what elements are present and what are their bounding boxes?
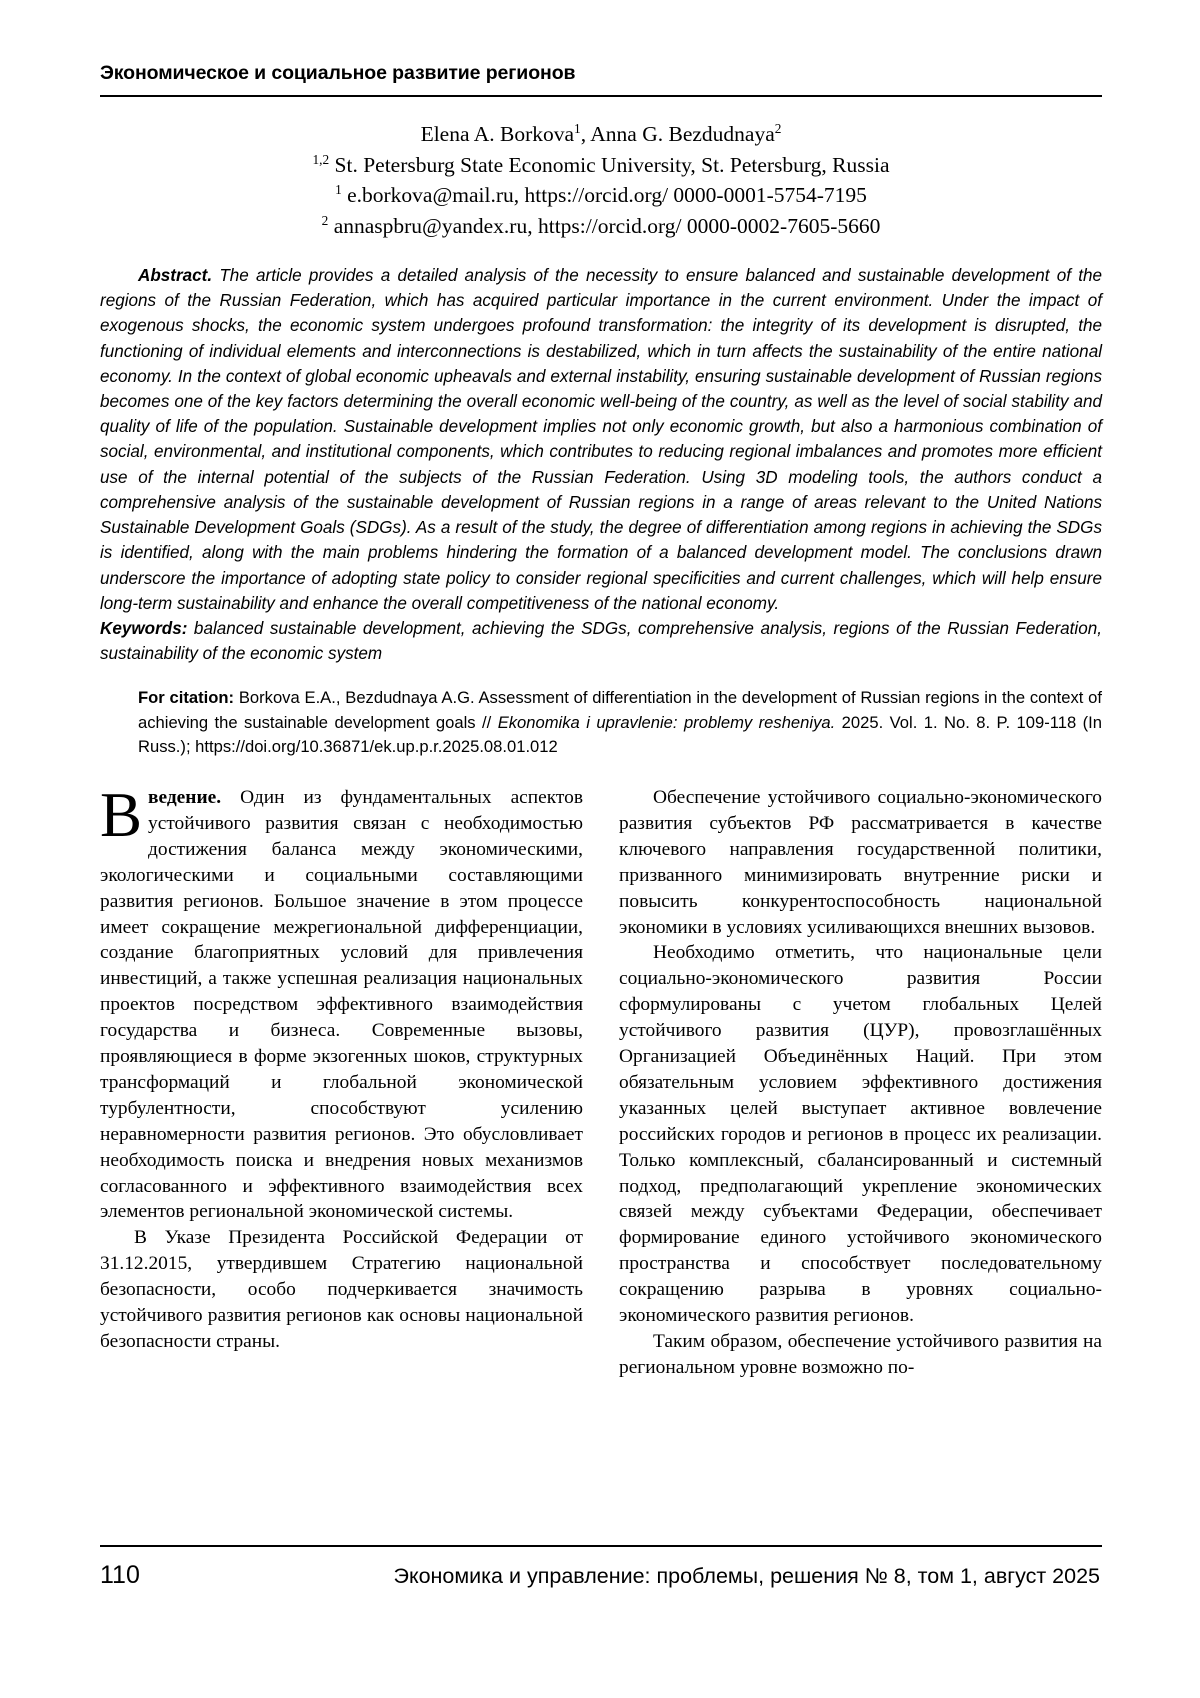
- author-one: Elena A. Borkova: [420, 122, 575, 146]
- author-two-sup: 2: [774, 120, 782, 136]
- keywords-paragraph: [100, 616, 1102, 666]
- right-paragraph-2: Необходимо отметить, что национальные цели социально-экономического развития России сформулированы с учетом глобальных Целей устойчивого развития (ЦУР), провозглашённых Организацией Объединённых Наций. При этом обязательным условием эффективного достижения указанных целей выступает активное вовлечение российских городов и регионов в процесс их реализации. Только комплексный, сбалансированный и системный подход, предполагающий укрепление экономических связей между субъектами Федерации, обеспечивает формирование единого устойчивого экономического пространства и способствует последовательному сокращению разрыва в уровнях социально-экономического развития регионов.: [619, 942, 1102, 1327]
- abstract-section: [100, 263, 1102, 666]
- abstract-paragraph: [100, 263, 1102, 616]
- author-two: , Anna G. Bezdudnaya: [580, 122, 775, 146]
- page-footer: [100, 1545, 1102, 1590]
- column-right: [619, 785, 1102, 1381]
- affiliation-sup: 1,2: [312, 151, 330, 167]
- email-two-text: annaspbru@yandex.ru, https://orcid.org/ 0000-0002-7605-5660: [328, 213, 881, 238]
- abstract-text: The article provides a detailed analysis of the necessity to ensure balanced and sustainable development of the regions of the Russian Federation, which has acquired particular importance in the current environment. Under the impact of exogenous shocks, the economic system undergoes profound transformation: the integrity of its development is disrupted, the functioning of individual elements and interconnections is destabilized, which in turn affects the sustainability of the entire national economy. In the context of global economic upheavals and external instability, ensuring sustainable development of Russian regions becomes one of the key factors determining the overall economic well-being of the country, as well as the level of social stability and quality of life of the population. Sustainable development implies not only economic growth, but also a harmonious combination of social, environmental, and institutional components, which contributes to reducing regional imbalances and promotes more efficient use of the internal potential of the subjects of the Russian Federation. Using 3D modeling tools, the authors conduct a comprehensive analysis of the sustainable development of Russian regions in a range of areas relevant to the United Nations Sustainable Development Goals (SDGs). As a result of the study, the degree of differentiation among regions in achieving the SDGs is identified, along with the main problems hindering the formation of a balanced development model. The conclusions drawn underscore the importance of adopting state policy to consider regional specificities and current challenges, which will help ensure long-term sustainability and enhance the overall competitiveness of the national economy.: [100, 266, 1102, 613]
- intro-paragraph: [100, 779, 583, 1225]
- footer-row: [100, 1547, 1102, 1590]
- drop-cap: В: [100, 779, 143, 850]
- email-one-text: e.borkova@mail.ru, https://orcid.org/ 0000-0001-5754-7195: [341, 183, 867, 208]
- email-one-sup: 1: [335, 181, 342, 197]
- email-line-1: [100, 180, 1102, 211]
- page-content: [100, 62, 1102, 1381]
- body-columns: [100, 779, 1102, 1381]
- affiliation-text: St. Petersburg State Economic University, St. Petersburg, Russia: [329, 152, 890, 177]
- email-line-2: [100, 211, 1102, 242]
- citation-part-two: 2025. Vol. 1. No. 8. P. 109-118 (In Russ.); https://doi.org/10.36871/ek.up.p.r.2025.08.01.012: [138, 712, 1103, 756]
- citation-part-one: Borkova E.A., Bezdudnaya A.G. Assessment of differentiation in the development of Russian regions in the context of achieving the sustainable development goals //: [138, 688, 1102, 732]
- intro-heading-inline: ведение.: [148, 786, 222, 808]
- authors-names: [100, 119, 1102, 150]
- intro-paragraph-text: Один из фундаментальных аспектов устойчивого развития связан с необходимостью достижения баланса между экономическими, экологическими и социальными составляющими развития регионов. Большое значение в этом процессе имеет сокращение межрегиональной дифференциации, создание благоприятных условий для привлечения инвестиций, а также успешная реализация национальных проектов посредством эффективного взаимодействия государства и бизнеса. Современные вызовы, проявляющиеся в форме экзогенных шоков, структурных трансформаций и глобальной экономической турбулентности, способствуют усилению неравномерности развития регионов. Это обусловливает необходимость поиска и внедрения новых механизмов согласованного и эффективного взаимодействия всех элементов региональной экономической системы.: [100, 786, 583, 1223]
- keywords-label: Keywords:: [100, 618, 188, 638]
- left-paragraph-2: В Указе Президента Российской Федерации от 31.12.2015, утвердившем Стратегию национальной безопасности, особо подчеркивается значимость устойчивого развития регионов как основы национальной безопасности страны.: [100, 1227, 583, 1352]
- citation-block: [138, 686, 1102, 759]
- page-number: 110: [100, 1561, 140, 1589]
- column-left: [100, 779, 583, 1381]
- authors-block: [100, 119, 1102, 241]
- citation-journal: Ekonomika i upravlenie: problemy resheniya.: [497, 712, 836, 732]
- affiliation-line: [100, 150, 1102, 181]
- journal-issue-line: Экономика и управление: проблемы, решения № 8, том 1, август 2025: [393, 1564, 1100, 1588]
- right-paragraph-1: Обеспечение устойчивого социально-экономического развития субъектов РФ рассматривается в качестве ключевого направления государственной политики, призванного минимизировать внутренние риски и повысить конкурентоспособность национальной экономики в условиях усиливающихся внешних вызовов.: [619, 786, 1102, 938]
- header-divider: [100, 95, 1102, 97]
- running-head: Экономическое и социальное развитие регионов: [100, 62, 576, 84]
- email-two-sup: 2: [321, 212, 329, 228]
- right-paragraph-3: Таким образом, обеспечение устойчивого развития на региональном уровне возможно по-: [619, 1331, 1102, 1378]
- author-one-sup: 1: [574, 120, 581, 136]
- abstract-label: Abstract.: [138, 266, 213, 286]
- citation-label: For citation:: [138, 688, 235, 708]
- keywords-text: balanced sustainable development, achieving the SDGs, comprehensive analysis, regions of the Russian Federation, sustainability of the economic system: [100, 618, 1102, 664]
